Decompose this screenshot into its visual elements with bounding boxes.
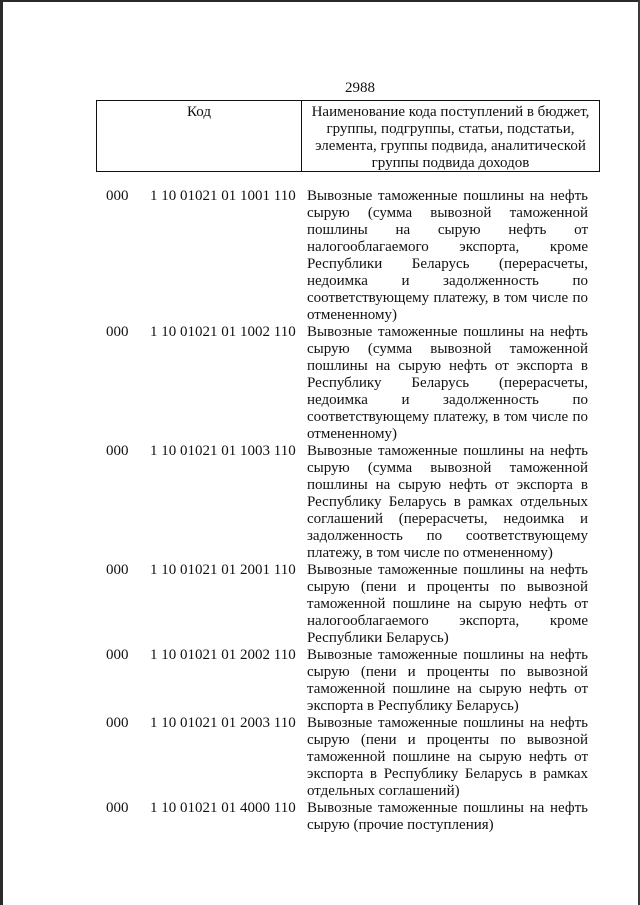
admin-code: 000 [106,562,129,578]
revenue-code: 1 10 01021 01 2002 110 [150,647,296,663]
table-row [0,647,640,715]
admin-code: 000 [106,715,129,731]
table-row [0,324,640,443]
page-number: 2988 [345,80,375,96]
revenue-code: 1 10 01021 01 1003 110 [150,443,296,459]
revenue-code: 1 10 01021 01 2003 110 [150,715,296,731]
revenue-description: Вывозные таможенные пошлины на нефть сырую (пени и проценты по вывозной таможенной пошлине на сырую нефть от налогооблагаемого экспорта, кроме Республики Беларусь) [307,562,588,646]
table-row [0,800,640,834]
revenue-code: 1 10 01021 01 1002 110 [150,324,296,340]
revenue-description: Вывозные таможенные пошлины на нефть сырую (сумма вывозной таможенной пошлины на сырую нефть от экспорта в Республику Беларусь (перерасчеты, недоимка и задолженность по соответствующему платежу, в том числе по отмененному) [307,324,588,442]
admin-code: 000 [106,647,129,663]
page-frame-top [0,0,640,2]
revenue-description: Вывозные таможенные пошлины на нефть сырую (сумма вывозной таможенной пошлины на сырую нефть от налогооблагаемого экспорта, кроме Республики Беларусь (перерасчеты, недоимка и задолженность по соответствующему платежу, в том числе по отмененному) [307,188,588,323]
admin-code: 000 [106,324,129,340]
table-row [0,443,640,562]
table-row [0,562,640,647]
admin-code: 000 [106,188,129,204]
table-row [0,188,640,324]
table-row [0,715,640,800]
admin-code: 000 [106,443,129,459]
revenue-description: Вывозные таможенные пошлины на нефть сырую (пени и проценты по вывозной таможенной пошлине на сырую нефть от экспорта в Республику Беларусь) [307,647,588,714]
revenue-code: 1 10 01021 01 2001 110 [150,562,296,578]
revenue-code: 1 10 01021 01 1001 110 [150,188,296,204]
header-code-column: Код [97,101,302,171]
revenue-description: Вывозные таможенные пошлины на нефть сырую (пени и проценты по вывозной таможенной пошлине на сырую нефть от экспорта в Республику Беларусь в рамках отдельных соглашений) [307,715,588,799]
revenue-code: 1 10 01021 01 4000 110 [150,800,296,816]
revenue-description: Вывозные таможенные пошлины на нефть сырую (прочие поступления) [307,800,588,833]
header-name-column: Наименование кода поступлений в бюджет, группы, подгруппы, статьи, подстатьи, элемента, группы подвида, аналитической группы подвида доходов [311,104,590,171]
table-body [0,188,640,834]
revenue-description: Вывозные таможенные пошлины на нефть сырую (сумма вывозной таможенной пошлины на сырую нефть от экспорта в Республику Беларусь в рамках отдельных соглашений (перерасчеты, недоимка и задолженность по соответствующему платежу, в том числе по отмененному) [307,443,588,561]
table-header [96,100,600,172]
admin-code: 000 [106,800,129,816]
